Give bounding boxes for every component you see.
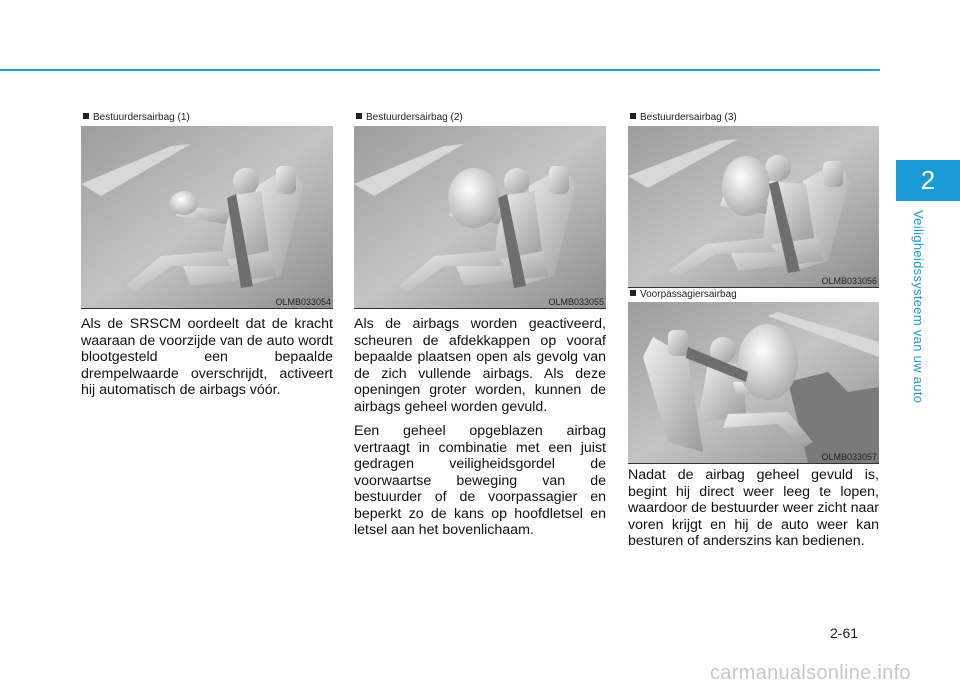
chapter-number: 2 [920, 165, 936, 195]
figure-caption-3: Bestuurdersairbag (3) [630, 112, 737, 123]
column-1-text [81, 316, 333, 407]
paragraph: Als de SRSCM oordeelt dat de kracht waaraan de voorzijde van de auto wordt blootgesteld een bepaalde drempelwaarde overschrijdt, activeert hij automatisch de airbags vóór. [81, 316, 333, 398]
figure-rule-3 [628, 287, 879, 288]
figure-rule-4 [628, 463, 879, 464]
square-bullet-icon [356, 113, 362, 119]
figure-caption-1: Bestuurdersairbag (1) [83, 112, 190, 123]
figure-code-2: OLMB033055 [548, 297, 604, 307]
watermark: carmanualsonline.info [710, 662, 911, 684]
column-3-text [628, 467, 879, 558]
figure-driver-airbag-2 [354, 126, 606, 308]
figure-code-1: OLMB033054 [275, 297, 331, 307]
chapter-tab[interactable] [896, 160, 960, 201]
paragraph: Als de airbags worden geactiveerd, scheuren de afdekkappen op vooraf bepaalde plaatsen open als gevolg van de zich vullende airbags. Als deze openingen groter worden, kunnen de airbags geheel worden gevuld. [354, 316, 606, 415]
figure-driver-airbag-3 [628, 126, 879, 287]
figure-rule-2 [354, 308, 606, 309]
figure-code-4: OLMB033057 [821, 452, 877, 462]
figure-passenger-airbag [628, 302, 879, 463]
figure-caption-4: Voorpassagiersairbag [630, 289, 737, 300]
figure-code-3: OLMB033056 [821, 276, 877, 286]
chapter-title: Veiligheidssysteem van uw auto [911, 210, 926, 404]
figure-driver-airbag-1 [81, 126, 333, 308]
page-number: 2-61 [830, 625, 859, 641]
column-2-text [354, 316, 606, 547]
paragraph: Nadat de airbag geheel gevuld is, begint hij direct weer leeg te lopen, waardoor de bestuurder weer zicht naar voren krijgt en hij de auto weer kan besturen of anderszins kan bedienen. [628, 467, 879, 549]
figure-rule-1 [81, 308, 333, 309]
figure-caption-2: Bestuurdersairbag (2) [356, 112, 463, 123]
square-bullet-icon [83, 113, 89, 119]
square-bullet-icon [630, 113, 636, 119]
paragraph: Een geheel opgeblazen airbag vertraagt in combinatie met een juist gedragen veiligheidsgordel de voorwaartse beweging van de bestuurder of de voorpassagier en beperkt zo de kans op hoofdletsel en letsel aan het bovenlichaam. [354, 423, 606, 538]
header-rule [0, 69, 880, 71]
square-bullet-icon [630, 290, 636, 296]
